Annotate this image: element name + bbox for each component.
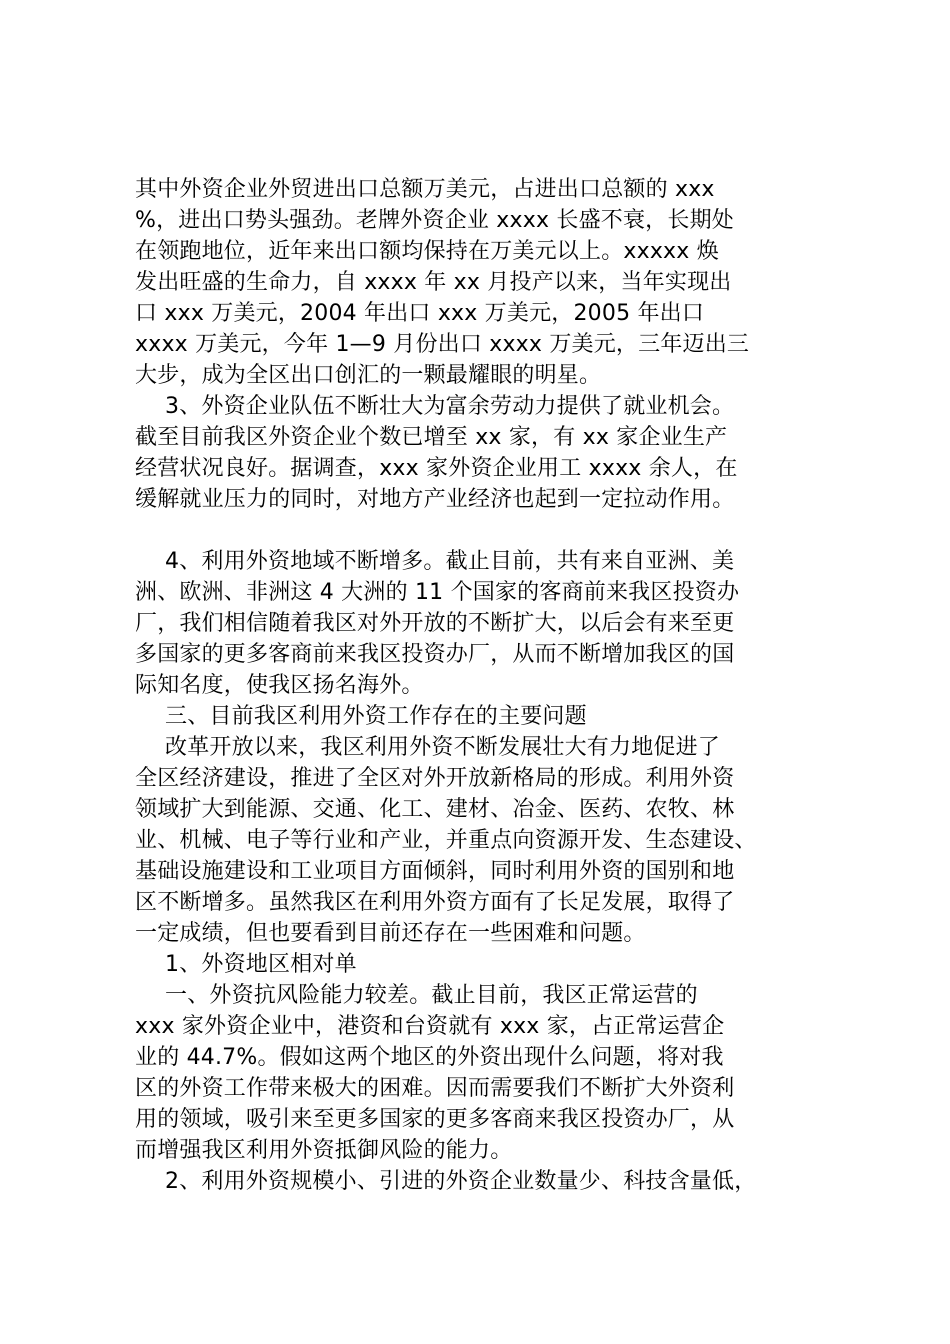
text-line: 口 xxx 万美元，2004 年出口 xxx 万美元，2005 年出口 (135, 301, 705, 326)
text-line: %，进出口势头强劲。老牌外资企业 xxxx 长盛不衰，长期处 (135, 208, 734, 233)
text-line: 一、外资抗风险能力较差。截止目前，我区正常运营的 (165, 983, 698, 1008)
text-line: 洲、欧洲、非洲这 4 大洲的 11 个国家的客商前来我区投资办 (135, 580, 740, 605)
text-line: 大步，成为全区出口创汇的一颗最耀眼的明星。 (135, 363, 602, 388)
text-line: 用的领域，吸引来至更多国家的更多客商来我区投资办厂，从 (135, 1107, 735, 1132)
text-line: 3、外资企业队伍不断壮大为富余劳动力提供了就业机会。 (165, 394, 735, 419)
text-line: 多国家的更多客商前来我区投资办厂，从而不断增加我区的国 (135, 642, 735, 667)
text-line: 全区经济建设，推进了全区对外开放新格局的形成。利用外资 (135, 766, 735, 791)
text-line: 际知名度，使我区扬名海外。 (135, 673, 424, 698)
text-line: xxxx 万美元，今年 1—9 月份出口 xxxx 万美元，三年迈出三 (135, 332, 750, 357)
text-line: 厂，我们相信随着我区对外开放的不断扩大，以后会有来至更 (135, 611, 735, 636)
text-line: 业、机械、电子等行业和产业，并重点向资源开发、生态建设、 (135, 828, 757, 853)
text-line: 在领跑地位，近年来出口额均保持在万美元以上。xxxxx 焕 (135, 239, 719, 264)
text-line: 其中外资企业外贸进出口总额万美元，占进出口总额的 xxx (135, 177, 715, 202)
text-line: 一定成绩，但也要看到目前还存在一些困难和问题。 (135, 921, 646, 946)
text-line: 领域扩大到能源、交通、化工、建材、冶金、医药、农牧、林 (135, 797, 735, 822)
text-line: 业的 44.7%。假如这两个地区的外资出现什么问题，将对我 (135, 1045, 724, 1070)
text-line: 截至目前我区外资企业个数已增至 xx 家，有 xx 家企业生产 (135, 425, 728, 450)
text-line: 而增强我区利用外资抵御风险的能力。 (135, 1138, 513, 1163)
text-line: 缓解就业压力的同时，对地方产业经济也起到一定拉动作用。 (135, 487, 735, 512)
text-line: 2、利用外资规模小、引进的外资企业数量少、科技含量低， (165, 1169, 757, 1194)
text-line: xxx 家外资企业中，港资和台资就有 xxx 家，占正常运营企 (135, 1014, 725, 1039)
text-line: 基础设施建设和工业项目方面倾斜，同时利用外资的国别和地 (135, 859, 735, 884)
text-line: 4、利用外资地域不断增多。截止目前，共有来自亚洲、美 (165, 549, 735, 574)
text-line: 区不断增多。虽然我区在利用外资方面有了长足发展，取得了 (135, 890, 735, 915)
section-heading: 三、目前我区利用外资工作存在的主要问题 (165, 704, 587, 729)
text-line: 发出旺盛的生命力，自 xxxx 年 xx 月投产以来，当年实现出 (135, 270, 732, 295)
text-line: 经营状况良好。据调查，xxx 家外资企业用工 xxxx 余人，在 (135, 456, 738, 481)
text-line: 改革开放以来，我区利用外资不断发展壮大有力地促进了 (165, 735, 721, 760)
text-line: 1、外资地区相对单 (165, 952, 357, 977)
text-line: 区的外资工作带来极大的困难。因而需要我们不断扩大外资利 (135, 1076, 735, 1101)
